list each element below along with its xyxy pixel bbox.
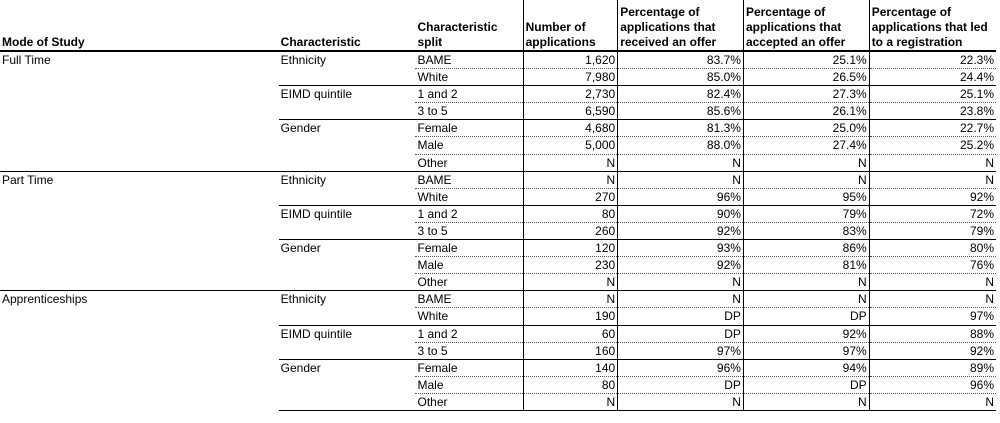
header-mode: Mode of Study (0, 0, 279, 51)
split-cell: Other (415, 154, 523, 171)
header-row (0, 0, 996, 51)
registration-cell: N (869, 154, 996, 171)
registration-cell: N (869, 393, 996, 410)
characteristic-cell (279, 376, 416, 393)
split-cell: 1 and 2 (415, 86, 523, 103)
registration-cell: 22.3% (869, 51, 996, 69)
characteristic-cell (279, 188, 416, 205)
registration-cell: 23.8% (869, 103, 996, 120)
mode-cell (0, 325, 279, 342)
accepted-cell: 25.0% (743, 120, 869, 137)
registration-cell: 97% (869, 308, 996, 325)
table-row (0, 342, 996, 359)
split-cell: Other (415, 274, 523, 291)
offer-cell: 96% (618, 188, 744, 205)
applications-cell: 5,000 (523, 137, 618, 154)
mode-cell (0, 120, 279, 137)
characteristic-cell (279, 69, 416, 86)
applications-cell: 190 (523, 308, 618, 325)
offer-cell: 83.7% (618, 51, 744, 69)
offer-cell: N (618, 393, 744, 410)
applications-cell: 1,620 (523, 51, 618, 69)
split-cell: Male (415, 376, 523, 393)
characteristic-cell (279, 342, 416, 359)
registration-cell: 25.2% (869, 137, 996, 154)
table-row (0, 120, 996, 137)
accepted-cell: N (743, 274, 869, 291)
mode-cell: Full Time (2, 53, 51, 67)
split-cell: 3 to 5 (415, 222, 523, 239)
applications-cell: N (523, 154, 618, 171)
accepted-cell: N (743, 171, 869, 188)
accepted-cell: 86% (743, 240, 869, 257)
characteristic-cell (279, 154, 416, 171)
characteristic-cell (279, 222, 416, 239)
offer-cell: DP (618, 376, 744, 393)
applications-cell: 140 (523, 359, 618, 376)
mode-cell (0, 308, 279, 325)
mode-cell (0, 376, 279, 393)
offer-cell: 90% (618, 205, 744, 222)
applications-cell: N (523, 393, 618, 410)
split-cell: BAME (415, 171, 523, 188)
registration-cell: 76% (869, 257, 996, 274)
split-cell: 1 and 2 (415, 205, 523, 222)
split-cell: Male (415, 137, 523, 154)
accepted-cell: 26.1% (743, 103, 869, 120)
split-cell: White (415, 188, 523, 205)
offer-cell: N (618, 274, 744, 291)
table-row (0, 51, 996, 69)
header-accepted: Percentage of applications that accepted an offer (743, 0, 869, 51)
table-body (0, 51, 996, 410)
offer-cell: 92% (618, 222, 744, 239)
table-row (0, 205, 996, 222)
applications-cell: N (523, 274, 618, 291)
mode-cell (0, 69, 279, 86)
table-row (0, 171, 996, 188)
characteristic-cell: EIMD quintile (280, 87, 353, 102)
accepted-cell: 79% (743, 205, 869, 222)
applications-cell: 120 (523, 240, 618, 257)
mode-cell: Apprenticeships (2, 292, 88, 307)
applications-cell: 4,680 (523, 120, 618, 137)
registration-cell: 22.7% (869, 120, 996, 137)
offer-cell: 82.4% (618, 86, 744, 103)
registration-cell: 96% (869, 376, 996, 393)
split-cell: 3 to 5 (415, 103, 523, 120)
mode-cell (0, 103, 279, 120)
offer-cell: N (618, 154, 744, 171)
registration-cell: 72% (869, 205, 996, 222)
characteristic-cell (279, 274, 416, 291)
split-cell: 1 and 2 (415, 325, 523, 342)
accepted-cell: 97% (743, 342, 869, 359)
table-row (0, 86, 996, 103)
characteristic-cell (279, 308, 416, 325)
mode-cell (0, 359, 279, 376)
characteristic-cell: Gender (280, 121, 321, 136)
split-cell: BAME (415, 291, 523, 308)
accepted-cell: 95% (743, 188, 869, 205)
offer-cell: 81.3% (618, 120, 744, 137)
table-row (0, 393, 996, 410)
applications-cell: 260 (523, 222, 618, 239)
table-row (0, 325, 996, 342)
split-cell: Female (415, 240, 523, 257)
accepted-cell: 92% (743, 325, 869, 342)
registration-cell: N (869, 291, 996, 308)
registration-cell: 92% (869, 188, 996, 205)
accepted-cell: N (743, 393, 869, 410)
offer-cell: N (618, 291, 744, 308)
table-row (0, 154, 996, 171)
applications-cell: 7,980 (523, 69, 618, 86)
header-offer: Percentage of applications that received an offer (618, 0, 744, 51)
split-cell: Female (415, 359, 523, 376)
split-cell: 3 to 5 (415, 342, 523, 359)
applications-cell: 80 (523, 376, 618, 393)
characteristic-cell: Ethnicity (280, 292, 327, 307)
split-cell: White (415, 69, 523, 86)
applications-cell: N (523, 291, 618, 308)
offer-cell: 92% (618, 257, 744, 274)
characteristic-cell (279, 137, 416, 154)
characteristic-cell: Gender (280, 360, 321, 375)
registration-cell: 24.4% (869, 69, 996, 86)
offer-cell: DP (618, 325, 744, 342)
table-row (0, 222, 996, 239)
header-split: Characteristic split (415, 0, 523, 51)
mode-cell: Part Time (2, 172, 54, 187)
mode-cell (0, 86, 279, 103)
split-cell: Male (415, 257, 523, 274)
accepted-cell: N (743, 291, 869, 308)
registration-cell: 80% (869, 240, 996, 257)
registration-cell: 25.1% (869, 86, 996, 103)
characteristic-cell (279, 393, 416, 410)
registration-cell: N (869, 171, 996, 188)
mode-cell (0, 222, 279, 239)
accepted-cell: DP (743, 376, 869, 393)
applications-cell: 60 (523, 325, 618, 342)
table-row (0, 137, 996, 154)
offer-cell: 97% (618, 342, 744, 359)
offer-cell: 93% (618, 240, 744, 257)
applications-cell: 230 (523, 257, 618, 274)
characteristic-cell: EIMD quintile (280, 326, 353, 341)
offer-cell: 96% (618, 359, 744, 376)
applications-cell: N (523, 171, 618, 188)
accepted-cell: 81% (743, 257, 869, 274)
table-row (0, 103, 996, 120)
characteristic-cell: EIMD quintile (280, 206, 353, 221)
split-cell: Female (415, 120, 523, 137)
mode-cell (0, 393, 279, 410)
split-cell: White (415, 308, 523, 325)
split-cell: Other (415, 393, 523, 410)
offer-cell: DP (618, 308, 744, 325)
offer-cell: 85.6% (618, 103, 744, 120)
offer-cell: 85.0% (618, 69, 744, 86)
table-row (0, 308, 996, 325)
applications-cell: 2,730 (523, 86, 618, 103)
characteristic-cell: Ethnicity (280, 53, 327, 67)
registration-cell: N (869, 274, 996, 291)
table-row (0, 257, 996, 274)
accepted-cell: 27.4% (743, 137, 869, 154)
table-row (0, 376, 996, 393)
registration-cell: 89% (869, 359, 996, 376)
mode-cell (0, 154, 279, 171)
split-cell: BAME (415, 51, 523, 69)
registration-cell: 92% (869, 342, 996, 359)
registration-cell: 79% (869, 222, 996, 239)
accepted-cell: 26.5% (743, 69, 869, 86)
accepted-cell: 25.1% (743, 51, 869, 69)
accepted-cell: 94% (743, 359, 869, 376)
applications-cell: 160 (523, 342, 618, 359)
characteristic-cell: Ethnicity (280, 172, 327, 187)
mode-cell (0, 240, 279, 257)
table-row (0, 188, 996, 205)
mode-cell (0, 188, 279, 205)
accepted-cell: 83% (743, 222, 869, 239)
offer-cell: 88.0% (618, 137, 744, 154)
applications-cell: 270 (523, 188, 618, 205)
applications-cell: 80 (523, 205, 618, 222)
header-characteristic: Characteristic (279, 0, 416, 51)
accepted-cell: N (743, 154, 869, 171)
mode-cell (0, 274, 279, 291)
mode-cell (0, 205, 279, 222)
table-row (0, 291, 996, 308)
characteristic-cell (279, 103, 416, 120)
mode-cell (0, 137, 279, 154)
table-row (0, 274, 996, 291)
applications-cell: 6,590 (523, 103, 618, 120)
characteristic-cell: Gender (280, 241, 321, 256)
table-row (0, 69, 996, 86)
accepted-cell: DP (743, 308, 869, 325)
table-row (0, 359, 996, 376)
offer-cell: N (618, 171, 744, 188)
characteristic-cell (279, 257, 416, 274)
registration-cell: 88% (869, 325, 996, 342)
header-registration: Percentage of applications that led to a registration (869, 0, 996, 51)
table-row (0, 240, 996, 257)
accepted-cell: 27.3% (743, 86, 869, 103)
header-applications: Number of applications (523, 0, 618, 51)
mode-cell (0, 257, 279, 274)
mode-cell (0, 342, 279, 359)
